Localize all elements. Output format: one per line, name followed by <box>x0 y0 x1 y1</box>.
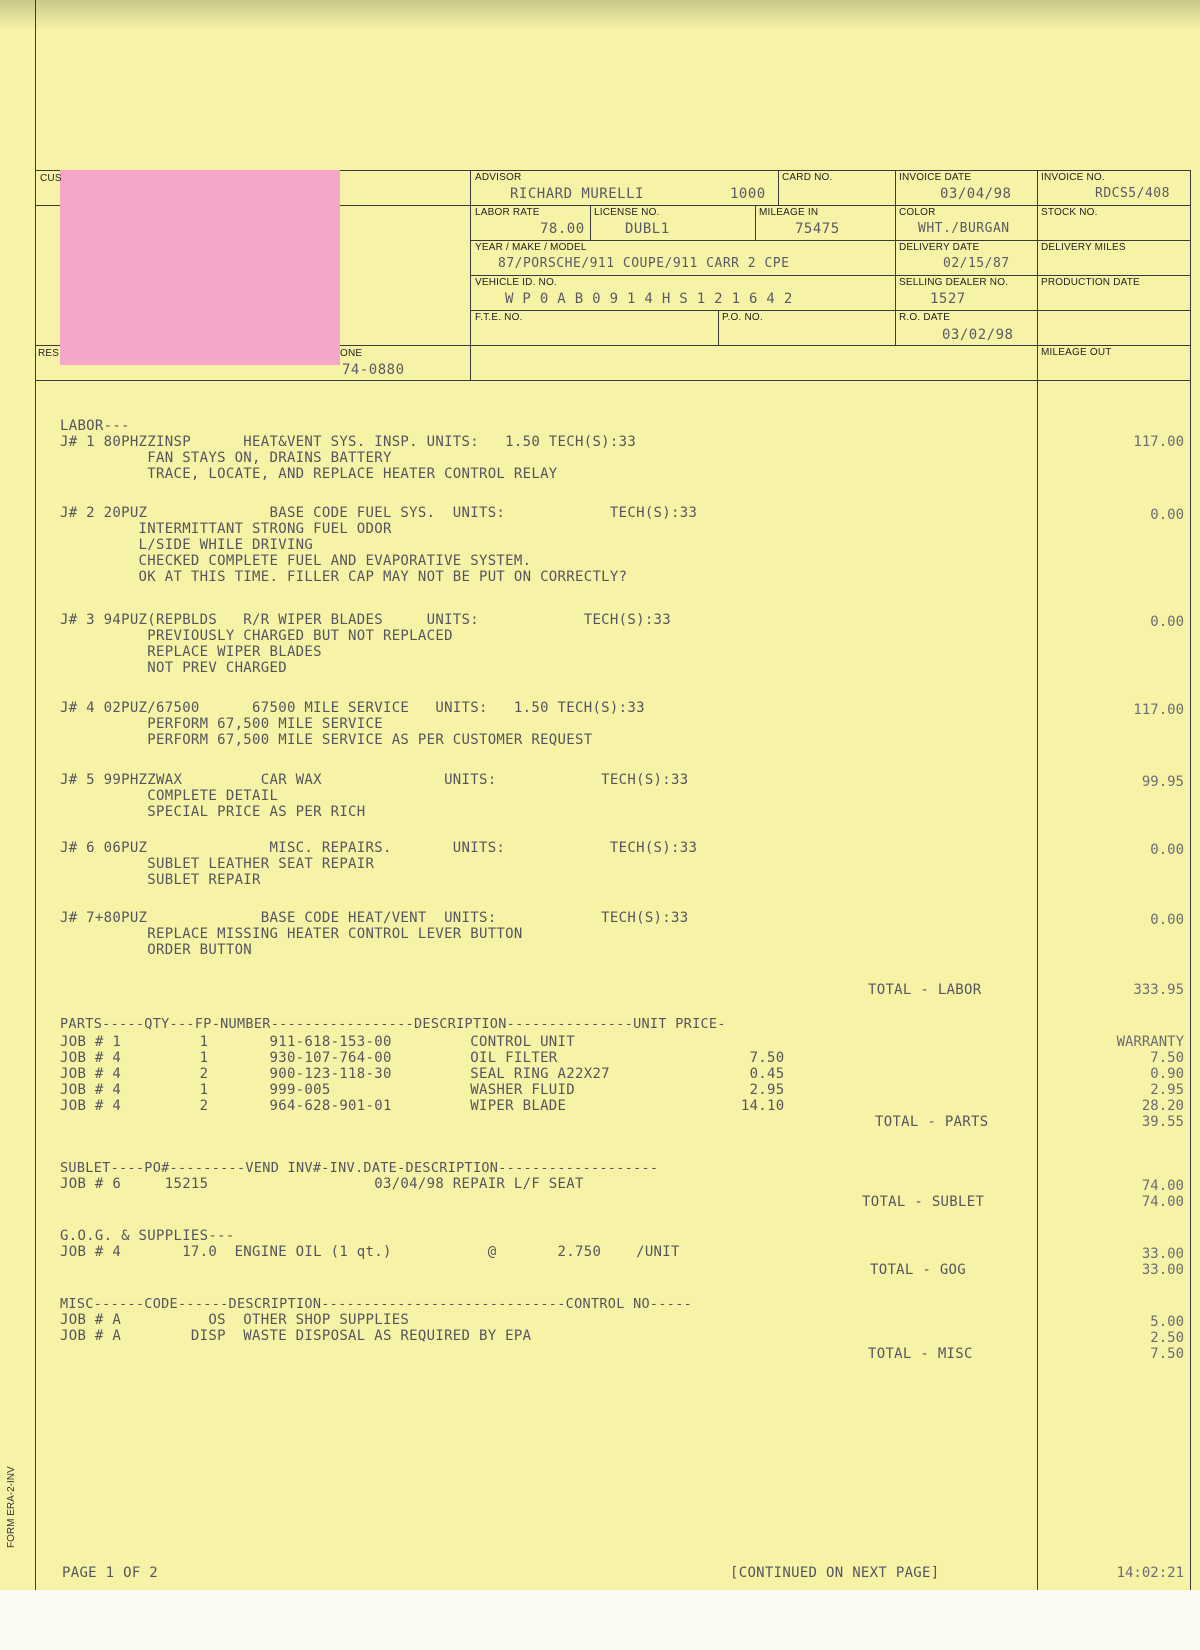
year-make-model-label: YEAR / MAKE / MODEL <box>475 242 587 253</box>
labor-line: SPECIAL PRICE AS PER RICH <box>60 804 366 820</box>
labor-amount: 0.00 <box>1150 614 1184 630</box>
header-rule <box>470 275 1190 276</box>
labor-line: J# 1 80PHZZINSP HEAT&VENT SYS. INSP. UNITS: 1.50 TECH(S):33 <box>60 434 637 450</box>
advisor-label: ADVISOR <box>475 172 522 183</box>
header-divider <box>1037 170 1038 205</box>
labor-rate-label: LABOR RATE <box>475 207 540 218</box>
labor-total-label: TOTAL - LABOR <box>868 982 982 998</box>
sublet-amount: 74.00 <box>1141 1178 1184 1194</box>
labor-line: J# 7+80PUZ BASE CODE HEAT/VENT UNITS: TECH(S):33 <box>60 910 689 926</box>
header-bottom-rule <box>35 380 1190 381</box>
labor-line: SUBLET REPAIR <box>60 872 261 888</box>
parts-header: PARTS-----QTY---FP-NUMBER-----------------DESCRIPTION---------------UNIT PRICE- <box>60 1016 726 1032</box>
labor-line: PERFORM 67,500 MILE SERVICE <box>60 716 383 732</box>
stock-no-label: STOCK NO. <box>1041 207 1098 218</box>
header-divider <box>718 310 719 345</box>
parts-row: JOB # 4 1 930-107-764-00 OIL FILTER 7.50 <box>60 1050 785 1066</box>
parts-amount: 0.90 <box>1150 1066 1184 1082</box>
labor-amount: 117.00 <box>1133 702 1184 718</box>
po-label: P.O. NO. <box>722 312 763 323</box>
ro-date-label: R.O. DATE <box>899 312 951 323</box>
header-rule <box>470 310 1190 311</box>
gog-total-label: TOTAL - GOG <box>870 1262 967 1278</box>
advisor-value: RICHARD MURELLI <box>510 186 644 202</box>
labor-amount: 0.00 <box>1150 507 1184 523</box>
delivery-date-value: 02/15/87 <box>943 256 1010 271</box>
color-label: COLOR <box>899 207 936 218</box>
parts-row: JOB # 1 1 911-618-153-00 CONTROL UNIT <box>60 1034 575 1050</box>
header-rule <box>470 240 1190 241</box>
labor-line: PREVIOUSLY CHARGED BUT NOT REPLACED <box>60 628 453 644</box>
license-label: LICENSE NO. <box>594 207 660 218</box>
mileage-in-label: MILEAGE IN <box>759 207 819 218</box>
vin-value: WP0AB0914HS121642 <box>505 291 802 307</box>
header-divider <box>895 170 896 345</box>
invoice-no-label: INVOICE NO. <box>1041 172 1105 183</box>
production-date-label: PRODUCTION DATE <box>1041 277 1140 288</box>
misc-row: JOB # A OS OTHER SHOP SUPPLIES <box>60 1312 410 1328</box>
misc-row: JOB # A DISP WASTE DISPOSAL AS REQUIRED BY EPA <box>60 1328 532 1344</box>
parts-row: JOB # 4 2 900-123-118-30 SEAL RING A22X27 0.45 <box>60 1066 785 1082</box>
labor-rate-value: 78.00 <box>540 221 585 237</box>
labor-line: J# 4 02PUZ/67500 67500 MILE SERVICE UNITS: 1.50 TECH(S):33 <box>60 700 645 716</box>
labor-line: ORDER BUTTON <box>60 942 253 958</box>
labor-line: SUBLET LEATHER SEAT REPAIR <box>60 856 375 872</box>
misc-total-value: 7.50 <box>1150 1346 1184 1362</box>
gog-row: JOB # 4 17.0 ENGINE OIL (1 qt.) @ 2.750 /UNIT <box>60 1244 680 1260</box>
phone-value: 74-0880 <box>342 362 405 378</box>
vin-label: VEHICLE ID. NO. <box>475 277 557 288</box>
parts-row: JOB # 4 1 999-005 WASHER FLUID 2.95 <box>60 1082 785 1098</box>
labor-line: J# 5 99PHZZWAX CAR WAX UNITS: TECH(S):33 <box>60 772 689 788</box>
labor-total-value: 333.95 <box>1133 982 1184 998</box>
header-divider <box>755 205 756 240</box>
labor-line: J# 2 20PUZ BASE CODE FUEL SYS. UNITS: TECH(S):33 <box>60 505 698 521</box>
parts-amount: 39.55 <box>1141 1114 1184 1130</box>
form-number: FORM ERA-2-INV <box>6 1466 17 1548</box>
labor-line: L/SIDE WHILE DRIVING <box>60 537 314 553</box>
ro-date-value: 03/02/98 <box>942 327 1014 343</box>
left-border <box>35 0 36 1590</box>
misc-header: MISC------CODE------DESCRIPTION-----------------------------CONTROL NO----- <box>60 1296 693 1312</box>
sublet-total-label: TOTAL - SUBLET <box>862 1194 985 1210</box>
scan-smudge <box>0 0 1200 30</box>
invoice-no-value: RDCS5/408 <box>1095 186 1170 201</box>
labor-line: INTERMITTANT STRONG FUEL ODOR <box>60 521 392 537</box>
mileage-out-label: MILEAGE OUT <box>1041 347 1112 358</box>
print-time: 14:02:21 <box>1116 1565 1184 1581</box>
header-divider <box>470 170 471 380</box>
labor-amount: 0.00 <box>1150 912 1184 928</box>
delivery-miles-label: DELIVERY MILES <box>1041 242 1126 253</box>
labor-amount: 0.00 <box>1150 842 1184 858</box>
mileage-in-value: 75475 <box>795 221 840 237</box>
selling-dealer-value: 1527 <box>930 291 966 307</box>
parts-amount: 2.95 <box>1150 1082 1184 1098</box>
gog-total-value: 33.00 <box>1141 1262 1184 1278</box>
selling-dealer-label: SELLING DEALER NO. <box>899 277 1009 288</box>
labor-line: COMPLETE DETAIL <box>60 788 279 804</box>
residence-label: RES <box>38 348 60 359</box>
year-make-model-value: 87/PORSCHE/911 COUPE/911 CARR 2 CPE <box>498 256 790 271</box>
delivery-date-label: DELIVERY DATE <box>899 242 980 253</box>
parts-amount: 7.50 <box>1150 1050 1184 1066</box>
labor-line: OK AT THIS TIME. FILLER CAP MAY NOT BE PUT ON CORRECTLY? <box>60 569 628 585</box>
labor-line: REPLACE WIPER BLADES <box>60 644 322 660</box>
card-no-label: CARD NO. <box>782 172 833 183</box>
sublet-row: JOB # 6 15215 03/04/98 REPAIR L/F SEAT <box>60 1176 584 1192</box>
right-border <box>1190 170 1191 1590</box>
gog-header: G.O.G. & SUPPLIES--- <box>60 1228 235 1244</box>
invoice-date-label: INVOICE DATE <box>899 172 972 183</box>
parts-amount: 28.20 <box>1141 1098 1184 1114</box>
gog-amount: 33.00 <box>1141 1246 1184 1262</box>
labor-heading: LABOR--- <box>60 418 130 434</box>
labor-amount: 99.95 <box>1141 774 1184 790</box>
misc-amount: 5.00 <box>1150 1314 1184 1330</box>
misc-total-label: TOTAL - MISC <box>868 1346 973 1362</box>
invoice-date-value: 03/04/98 <box>940 186 1012 202</box>
redacted-customer-block <box>60 170 340 365</box>
parts-total-label: TOTAL - PARTS <box>875 1114 989 1130</box>
fte-label: F.T.E. NO. <box>475 312 523 323</box>
advisor-code: 1000 <box>730 186 766 202</box>
license-value: DUBL1 <box>625 221 670 237</box>
phone-label: ONE <box>340 348 363 359</box>
labor-amount: 117.00 <box>1133 434 1184 450</box>
header-divider <box>778 170 779 205</box>
sublet-total-value: 74.00 <box>1141 1194 1184 1210</box>
labor-line: PERFORM 67,500 MILE SERVICE AS PER CUSTOMER REQUEST <box>60 732 593 748</box>
color-value: WHT./BURGAN <box>918 221 1010 236</box>
labor-line: CHECKED COMPLETE FUEL AND EVAPORATIVE SYSTEM. <box>60 553 532 569</box>
continued-note: [CONTINUED ON NEXT PAGE] <box>730 1565 940 1581</box>
labor-line: J# 3 94PUZ(REPBLDS R/R WIPER BLADES UNITS: TECH(S):33 <box>60 612 672 628</box>
parts-row: JOB # 4 2 964-628-901-01 WIPER BLADE 14.10 <box>60 1098 785 1114</box>
labor-line: J# 6 06PUZ MISC. REPAIRS. UNITS: TECH(S):33 <box>60 840 698 856</box>
labor-line: REPLACE MISSING HEATER CONTROL LEVER BUTTON <box>60 926 523 942</box>
misc-amount: 2.50 <box>1150 1330 1184 1346</box>
customer-label: CUS <box>40 173 62 184</box>
parts-warranty-label: WARRANTY <box>1116 1034 1184 1050</box>
header-divider <box>590 205 591 240</box>
labor-line: NOT PREV CHARGED <box>60 660 287 676</box>
sublet-header: SUBLET----PO#---------VEND INV#-INV.DATE-DESCRIPTION------------------- <box>60 1160 659 1176</box>
labor-line: FAN STAYS ON, DRAINS BATTERY <box>60 450 392 466</box>
labor-line: TRACE, LOCATE, AND REPLACE HEATER CONTROL RELAY <box>60 466 558 482</box>
amount-column-divider <box>1037 170 1038 1590</box>
page-number: PAGE 1 OF 2 <box>62 1565 159 1581</box>
